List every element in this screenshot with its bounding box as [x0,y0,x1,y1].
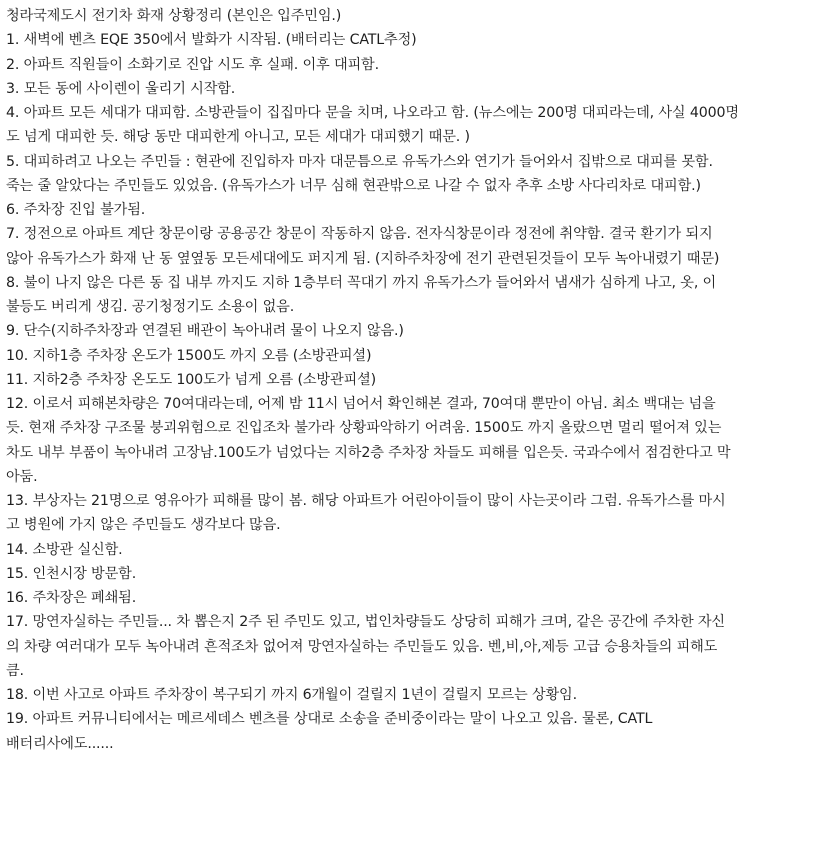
list-item [6,344,811,368]
list-item [6,198,811,222]
list-item [6,150,811,199]
list-item [6,53,811,77]
list-item-line: 11. 지하2층 주차장 온도도 100도가 넘게 오름 (소방관피셜) [6,371,377,388]
list-item-line: 17. 망연자실하는 주민들... 차 뽑은지 2주 된 주민도 있고, 법인차량들도 상당히 피해가 크며, 같은 공간에 주차한 자신 [6,614,725,631]
post-title: 청라국제도시 전기차 화재 상황정리 (본인은 입주민임.) [6,8,342,24]
list-item-line: 7. 정전으로 아파트 계단 창문이랑 공용공간 창문이 작동하지 않음. 전자식창문이라 정전에 취약함. 결국 환기가 되지 [6,226,713,243]
list-item-line: 9. 단수(지하주차장과 연결된 배관이 녹아내려 물이 나오지 않음.) [6,323,404,340]
list-item-line: 차도 내부 부품이 녹아내려 고장남.100도가 넘었다는 지하2층 주차장 차들도 피해를 입은듯. 국과수에서 점검한다고 막 [6,444,731,461]
list-item [6,368,811,392]
list-item-line: 2. 아파트 직원들이 소화기로 진압 시도 후 실패. 이후 대피함. [6,56,379,73]
list-item [6,77,811,101]
list-item-line: 불등도 버리게 생김. 공기청정기도 소용이 없음. [6,299,295,315]
list-item-line: 14. 소방관 실신함. [6,541,123,558]
list-item-line: 18. 이번 사고로 아파트 주차장이 복구되기 까지 6개월이 걸릴지 1년이 걸릴지 모르는 상황임. [6,687,577,703]
list-item [6,319,811,343]
list-item-line: 15. 인천시장 방문함. [6,565,137,582]
list-item-line: 듯. 현재 주차장 구조물 붕괴위험으로 진입조차 불가라 상황파악하기 어려움. 1500도 까지 올랐으면 멀리 떨어져 있는 [6,420,722,437]
list-item-line: 배터리사에도...... [6,735,114,752]
list-item-line: 큼. [6,662,24,679]
list-item [6,586,811,610]
list-item [6,562,811,586]
list-item-line: 16. 주차장은 폐쇄됨. [6,590,137,606]
list-item-line: 고 병원에 가지 않은 주민들도 생각보다 많음. [6,517,281,534]
list-item-line: 6. 주차장 진입 불가됨. [6,202,146,218]
list-item-line: 19. 아파트 커뮤니티에서는 메르세데스 벤츠를 상대로 소송을 준비중이라는 말이 나오고 있음. 물론, CATL [6,711,653,728]
list-item [6,101,811,150]
list-item [6,271,811,320]
list-item-line: 8. 불이 나지 않은 다른 동 집 내부 까지도 지하 1층부터 꼭대기 까지 유독가스가 들어와서 냄새가 심하게 나고, 옷, 이 [6,274,717,291]
list-item-line: 10. 지하1층 주차장 온도가 1500도 까지 오름 (소방관피셜) [6,347,372,364]
list-item-line: 3. 모든 동에 사이렌이 울리기 시작함. [6,80,236,97]
list-item-line: 5. 대피하려고 나오는 주민들 : 현관에 진입하자 마자 대문틈으로 유독가스와 연기가 들어와서 집밖으로 대피를 못함. [6,153,713,170]
list-item-line: 1. 새벽에 벤츠 EQE 350에서 발화가 시작됨. (배터리는 CATL추정) [6,32,417,49]
list-item-line: 도 넘게 대피한 듯. 해당 동만 대피한게 아니고, 모든 세대가 대피했기 때문. ) [6,129,470,146]
list-item-line: 의 차량 여러대가 모두 녹아내려 흔적조차 없어져 망연자실하는 주민들도 있음. 벤,비,아,제등 고급 승용차들의 피해도 [6,638,718,655]
list-item [6,28,811,52]
list-item [6,683,811,707]
list-item-line: 않아 유독가스가 화재 난 동 옆옆동 모든세대에도 퍼지게 됨. (지하주차장에 전기 관련된것들이 모두 녹아내렸기 때문) [6,250,720,267]
list-item [6,222,811,271]
list-item-line: 12. 이로서 피해본차량은 70여대라는데, 어제 밤 11시 넘어서 확인해본 결과, 70여대 뿐만이 아님. 최소 백대는 넘을 [6,396,716,412]
list-item [6,392,811,489]
list-item [6,489,811,538]
list-item [6,610,811,683]
list-item [6,707,811,756]
list-item [6,538,811,562]
list-item-line: 4. 아파트 모든 세대가 대피함. 소방관들이 집집마다 문을 치며, 나오라고 함. (뉴스에는 200명 대피라는데, 사실 4000명 [6,105,739,121]
list-item-line: 아둠. [6,468,38,485]
list-item-line: 죽는 줄 알았다는 주민들도 있었음. (유독가스가 너무 심해 현관밖으로 나갈 수 없자 추후 소방 사다리차로 대피함.) [6,177,701,194]
list-item-line: 13. 부상자는 21명으로 영유아가 피해를 많이 봄. 해당 아파트가 어린아이들이 많이 사는곳이라 그럼. 유독가스를 마시 [6,493,726,509]
situation-list [6,28,811,756]
